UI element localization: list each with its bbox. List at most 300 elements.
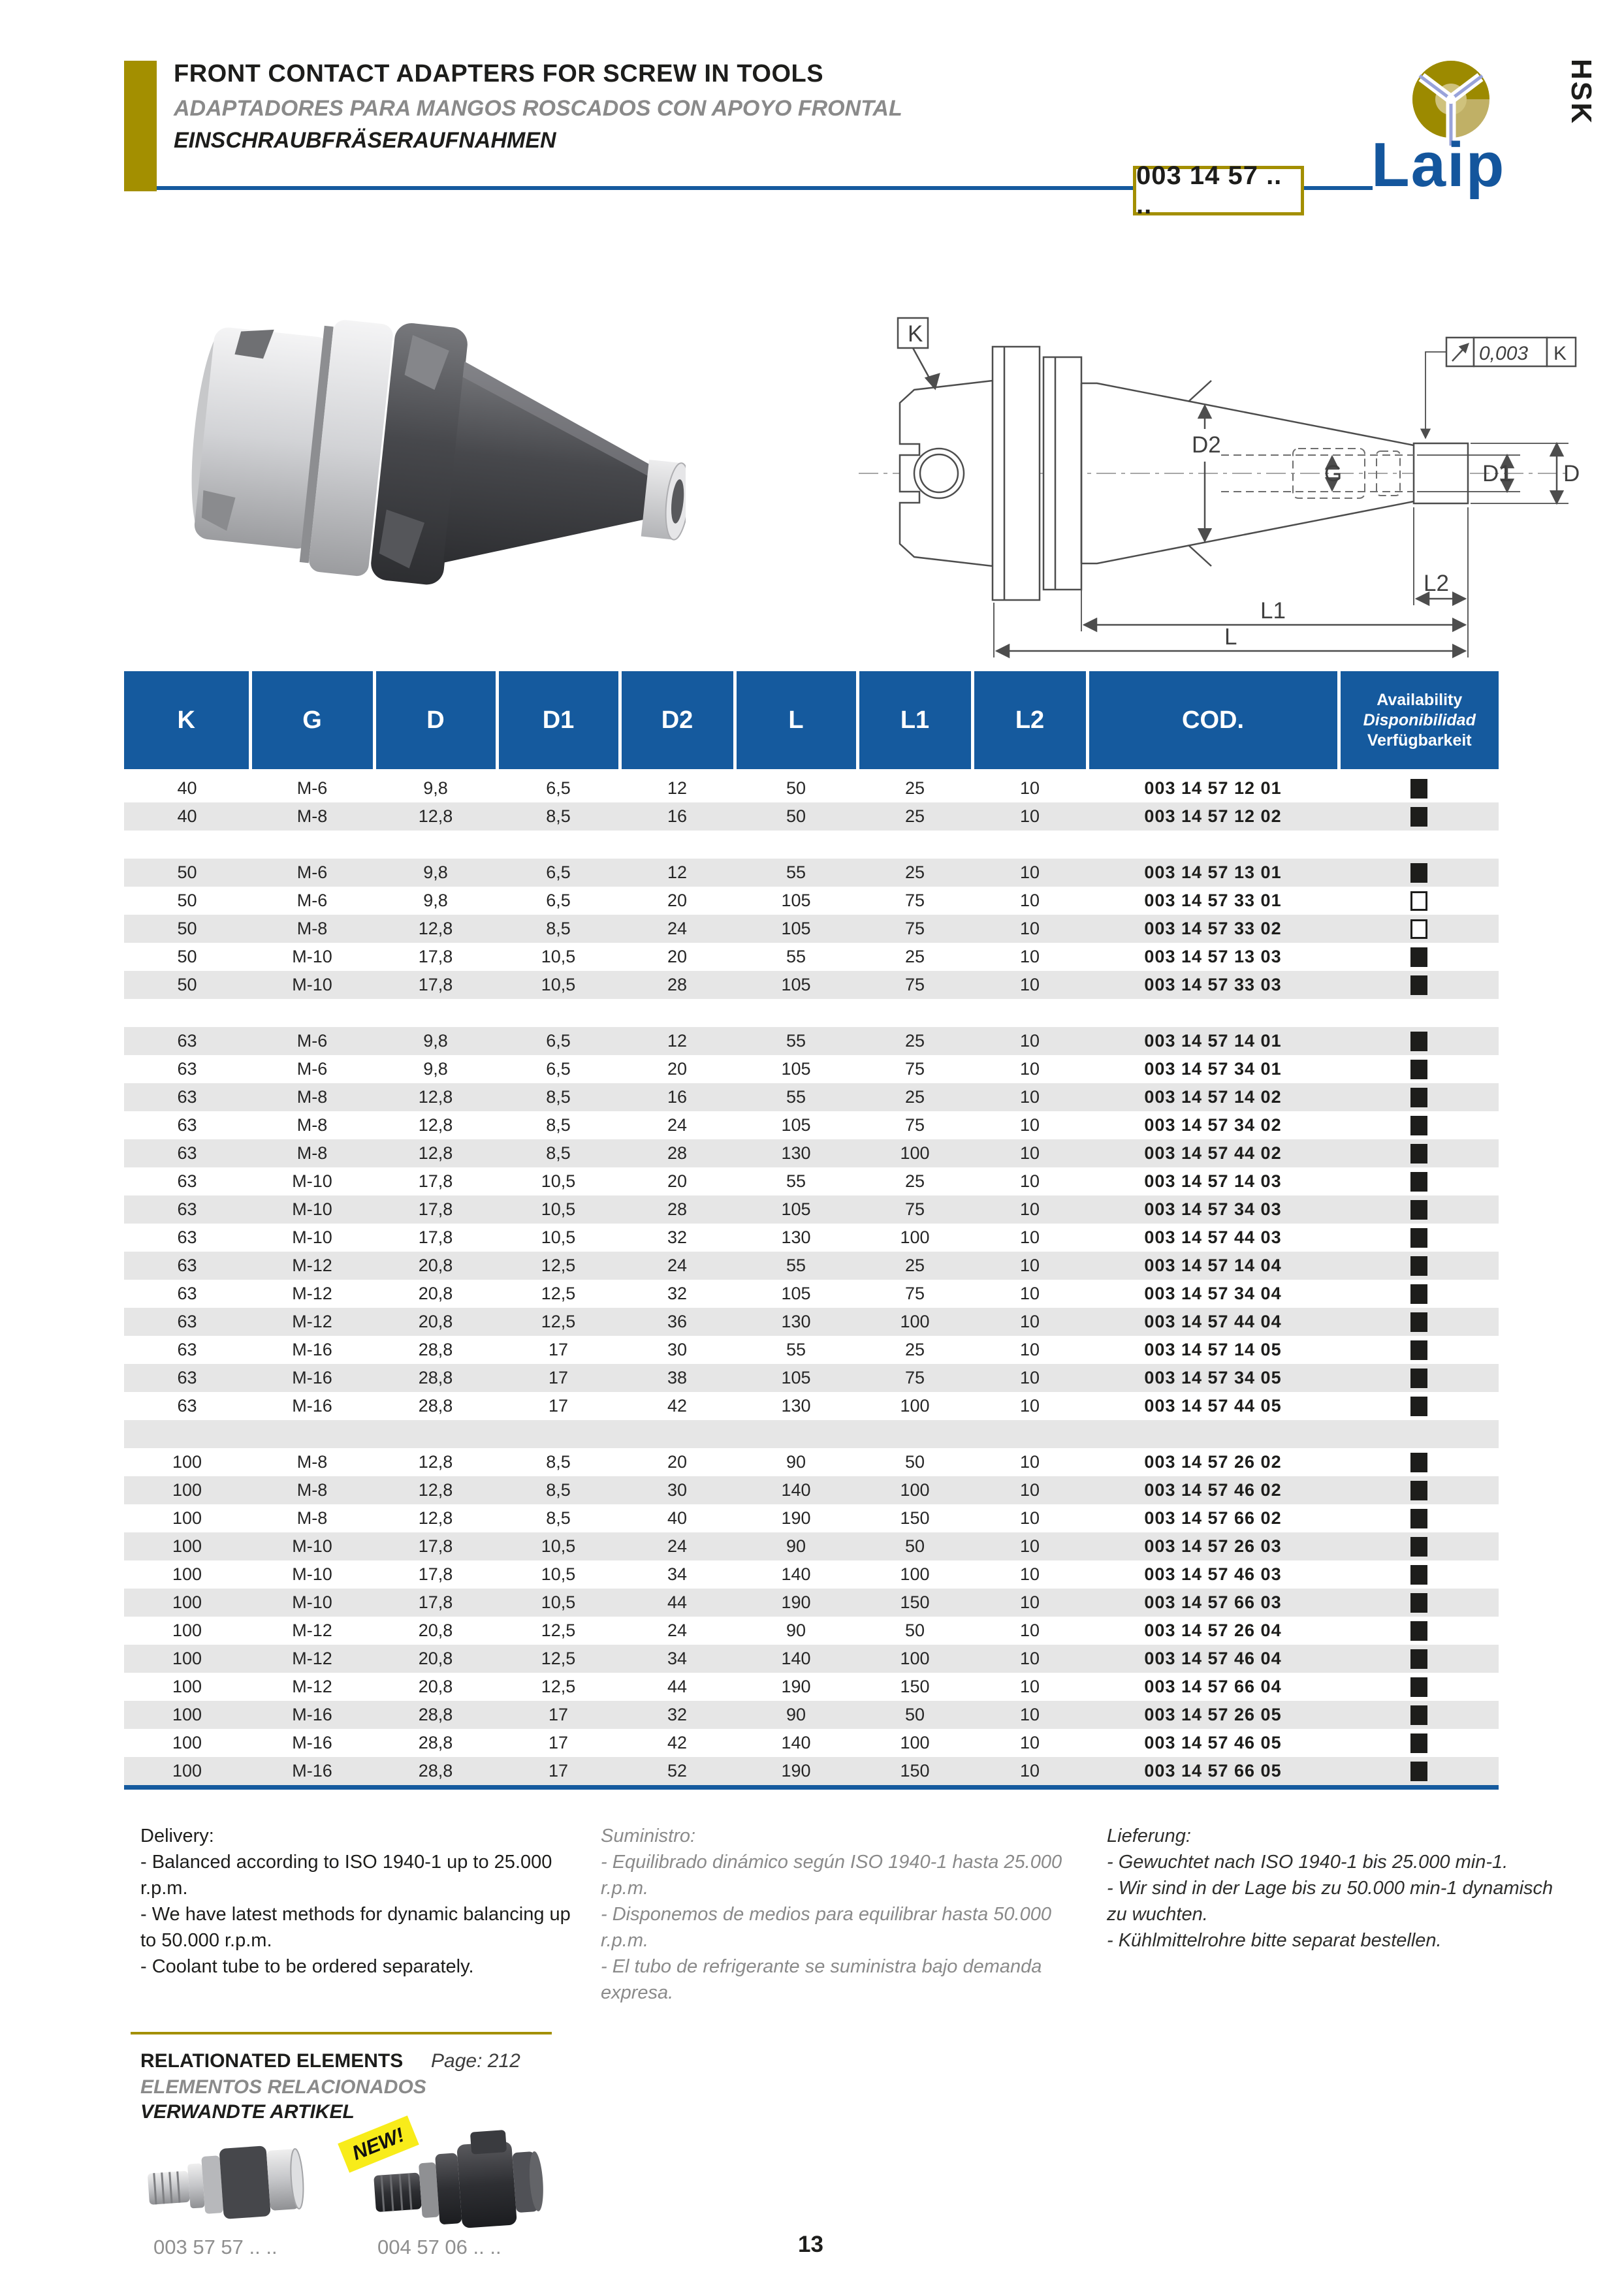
new-badge: NEW! xyxy=(338,2115,419,2172)
cell-k: 50 xyxy=(177,919,197,938)
cell-l: 190 xyxy=(781,1761,811,1781)
cell-k: 100 xyxy=(172,1480,202,1500)
cell-d: 17,8 xyxy=(418,1536,453,1556)
cell-l2: 10 xyxy=(1019,1536,1040,1556)
availability-marker-empty xyxy=(1410,919,1427,939)
cell-cod: 003 14 57 34 05 xyxy=(1144,1368,1282,1387)
cell-k: 50 xyxy=(177,863,197,882)
cell-cod: 003 14 57 33 01 xyxy=(1144,891,1282,910)
cell-d2: 44 xyxy=(667,1677,688,1696)
cell-k: 63 xyxy=(177,1227,197,1247)
cell-d2: 36 xyxy=(667,1312,688,1331)
cell-k: 63 xyxy=(177,1087,197,1107)
cell-d1: 8,5 xyxy=(546,806,571,826)
cell-availability xyxy=(1339,971,1499,999)
availability-marker-filled xyxy=(1410,1509,1427,1528)
cell-cod: 003 14 57 26 04 xyxy=(1144,1621,1282,1640)
cell-k: 50 xyxy=(177,947,197,966)
spacer-cell xyxy=(124,999,1499,1027)
cell-d1: 17 xyxy=(548,1340,569,1359)
cell-l: 90 xyxy=(786,1536,806,1556)
delivery-note-en xyxy=(140,1823,584,1980)
cell-l2: 10 xyxy=(1019,806,1040,826)
cell-cod: 003 14 57 46 03 xyxy=(1144,1564,1282,1584)
cell-l1: 150 xyxy=(900,1677,930,1696)
delivery-note-de-item: - Kühlmittelrohre bitte separat bestellen. xyxy=(1107,1930,1442,1951)
cell-l: 105 xyxy=(781,1115,811,1135)
cell-d: 17,8 xyxy=(418,1564,453,1584)
cell-d1: 8,5 xyxy=(546,1143,571,1163)
related-title-de: VERWANDTE ARTIKEL xyxy=(140,2101,355,2123)
table-bottom-rule xyxy=(124,1785,1499,1790)
cell-l: 55 xyxy=(786,863,806,882)
cell-g: M-12 xyxy=(292,1677,332,1696)
table-row xyxy=(124,1252,1499,1280)
cell-l1: 25 xyxy=(904,863,925,882)
cell-l: 55 xyxy=(786,1256,806,1275)
delivery-note-es-item: - Equilibrado dinámico según ISO 1940-1 hasta 25.000 r.p.m. xyxy=(601,1852,1062,1899)
availability-marker-filled xyxy=(1410,1649,1427,1669)
cell-l: 105 xyxy=(781,891,811,910)
cell-d2: 16 xyxy=(667,1087,688,1107)
cell-k: 100 xyxy=(172,1564,202,1584)
availability-header-es: Disponibilidad xyxy=(1363,710,1476,729)
cell-d2: 16 xyxy=(667,806,688,826)
cell-k: 63 xyxy=(177,1199,197,1219)
cell-l2: 10 xyxy=(1019,1761,1040,1781)
cell-l1: 150 xyxy=(900,1508,930,1528)
cell-l2: 10 xyxy=(1019,1059,1040,1079)
cell-d1: 17 xyxy=(548,1761,569,1781)
cell-l: 55 xyxy=(786,1340,806,1359)
spec-table-body xyxy=(124,772,1499,1785)
cell-g: M-6 xyxy=(296,1059,328,1079)
cell-d: 20,8 xyxy=(418,1677,453,1696)
cell-d2: 24 xyxy=(667,1621,688,1640)
drawing-label-g: G xyxy=(1324,461,1343,486)
cell-l2: 10 xyxy=(1019,1256,1040,1275)
cell-d1: 6,5 xyxy=(546,778,571,798)
cell-d: 17,8 xyxy=(418,947,453,966)
cell-l2: 10 xyxy=(1019,1340,1040,1359)
cell-l2: 10 xyxy=(1019,891,1040,910)
cell-cod: 003 14 57 13 01 xyxy=(1144,863,1282,882)
cell-availability xyxy=(1339,1308,1499,1336)
cell-g: M-10 xyxy=(292,975,332,994)
delivery-note-es-title: Suministro: xyxy=(601,1826,696,1846)
cell-l: 105 xyxy=(781,1368,811,1387)
table-row xyxy=(124,1364,1499,1392)
cell-l: 55 xyxy=(786,1171,806,1191)
cell-d1: 8,5 xyxy=(546,1508,571,1528)
cell-d: 9,8 xyxy=(423,778,448,798)
cell-l1: 100 xyxy=(900,1396,930,1416)
cell-d: 17,8 xyxy=(418,1199,453,1219)
cell-d2: 30 xyxy=(667,1340,688,1359)
availability-marker-filled xyxy=(1410,1481,1427,1500)
cell-d: 28,8 xyxy=(418,1761,453,1781)
drawing-tolerance-value: 0,003 xyxy=(1479,343,1529,364)
availability-marker-filled xyxy=(1410,1256,1427,1276)
cell-l2: 10 xyxy=(1019,1031,1040,1051)
cell-availability xyxy=(1339,1448,1499,1476)
cell-availability xyxy=(1339,1336,1499,1364)
cell-availability xyxy=(1339,943,1499,971)
cell-l2: 10 xyxy=(1019,1564,1040,1584)
cell-g: M-8 xyxy=(296,1480,328,1500)
delivery-note-en-item: - Balanced according to ISO 1940-1 up to 25.000 r.p.m. xyxy=(140,1852,552,1899)
cell-l2: 10 xyxy=(1019,1171,1040,1191)
col-header-cod: COD. xyxy=(1087,671,1339,772)
cell-l: 140 xyxy=(781,1649,811,1668)
cell-d: 9,8 xyxy=(423,1059,448,1079)
cell-availability xyxy=(1339,1729,1499,1757)
cell-l1: 100 xyxy=(900,1227,930,1247)
cell-l1: 25 xyxy=(904,1031,925,1051)
cell-l1: 25 xyxy=(904,1171,925,1191)
availability-marker-filled xyxy=(1410,1762,1427,1781)
cell-cod: 003 14 57 33 02 xyxy=(1144,919,1282,938)
cell-l2: 10 xyxy=(1019,1087,1040,1107)
cell-d2: 40 xyxy=(667,1508,688,1528)
delivery-note-de-title: Lieferung: xyxy=(1107,1826,1191,1846)
cell-d1: 6,5 xyxy=(546,1059,571,1079)
cell-l2: 10 xyxy=(1019,1396,1040,1416)
cell-l: 90 xyxy=(786,1705,806,1724)
table-row xyxy=(124,1167,1499,1195)
cell-d1: 8,5 xyxy=(546,1115,571,1135)
cell-k: 63 xyxy=(177,1115,197,1135)
spacer-cell xyxy=(124,831,1499,859)
cell-d1: 12,5 xyxy=(541,1312,576,1331)
table-header-row xyxy=(124,671,1499,772)
availability-marker-filled xyxy=(1410,1172,1427,1192)
delivery-note-en-item: - We have latest methods for dynamic balancing up to 50.000 r.p.m. xyxy=(140,1904,571,1951)
cell-l1: 25 xyxy=(904,778,925,798)
cell-k: 63 xyxy=(177,1284,197,1303)
availability-header-en: Availability xyxy=(1377,690,1463,709)
col-header-availability xyxy=(1339,671,1499,772)
cell-cod: 003 14 57 66 02 xyxy=(1144,1508,1282,1528)
cell-cod: 003 14 57 14 04 xyxy=(1144,1256,1282,1275)
cell-d: 28,8 xyxy=(418,1368,453,1387)
related-code-2: 004 57 06 .. .. xyxy=(377,2236,502,2258)
series-code-box: 003 14 57 .. .. xyxy=(1133,166,1304,215)
cell-l1: 25 xyxy=(904,1256,925,1275)
cell-k: 63 xyxy=(177,1312,197,1331)
cell-d2: 30 xyxy=(667,1480,688,1500)
delivery-note-es xyxy=(601,1823,1068,2006)
cell-cod: 003 14 57 14 02 xyxy=(1144,1087,1282,1107)
table-row xyxy=(124,1617,1499,1645)
cell-l2: 10 xyxy=(1019,778,1040,798)
cell-cod: 003 14 57 46 02 xyxy=(1144,1480,1282,1500)
cell-l1: 100 xyxy=(900,1312,930,1331)
cell-l: 105 xyxy=(781,1059,811,1079)
cell-d2: 34 xyxy=(667,1564,688,1584)
cell-l1: 50 xyxy=(904,1536,925,1556)
delivery-note-en-item: - Coolant tube to be ordered separately. xyxy=(140,1956,474,1977)
availability-marker-filled xyxy=(1410,947,1427,967)
cell-l1: 75 xyxy=(904,975,925,994)
table-row xyxy=(124,1504,1499,1532)
col-header-k: K xyxy=(124,671,250,772)
cell-g: M-10 xyxy=(292,1592,332,1612)
brand-logo xyxy=(1345,59,1541,209)
cell-k: 100 xyxy=(172,1621,202,1640)
drawing-label-k: K xyxy=(908,321,923,347)
cell-d2: 42 xyxy=(667,1396,688,1416)
cell-k: 100 xyxy=(172,1536,202,1556)
cell-d: 12,8 xyxy=(418,1087,453,1107)
related-product-photo-1 xyxy=(140,2130,323,2234)
cell-d: 12,8 xyxy=(418,1480,453,1500)
cell-d1: 8,5 xyxy=(546,919,571,938)
cell-cod: 003 14 57 14 03 xyxy=(1144,1171,1282,1191)
drawing-label-d2: D2 xyxy=(1192,432,1221,458)
cell-l: 190 xyxy=(781,1508,811,1528)
availability-marker-filled xyxy=(1410,1593,1427,1613)
cell-cod: 003 14 57 66 04 xyxy=(1144,1677,1282,1696)
availability-marker-filled xyxy=(1410,1397,1427,1416)
cell-d1: 8,5 xyxy=(546,1087,571,1107)
cell-availability xyxy=(1339,915,1499,943)
col-header-l: L xyxy=(735,671,857,772)
cell-k: 100 xyxy=(172,1592,202,1612)
table-row xyxy=(124,1392,1499,1420)
cell-d: 9,8 xyxy=(423,863,448,882)
col-header-d: D xyxy=(374,671,497,772)
cell-availability xyxy=(1339,1701,1499,1729)
cell-cod: 003 14 57 44 02 xyxy=(1144,1143,1282,1163)
availability-marker-filled xyxy=(1410,1284,1427,1304)
cell-d2: 28 xyxy=(667,975,688,994)
cell-availability xyxy=(1339,1476,1499,1504)
cell-availability xyxy=(1339,859,1499,887)
table-row xyxy=(124,1083,1499,1111)
cell-l2: 10 xyxy=(1019,1368,1040,1387)
cell-d1: 12,5 xyxy=(541,1284,576,1303)
cell-l1: 75 xyxy=(904,1059,925,1079)
cell-d2: 32 xyxy=(667,1227,688,1247)
cell-d: 12,8 xyxy=(418,919,453,938)
cell-d: 20,8 xyxy=(418,1312,453,1331)
cell-d: 28,8 xyxy=(418,1340,453,1359)
cell-g: M-10 xyxy=(292,1227,332,1247)
cell-d: 12,8 xyxy=(418,806,453,826)
table-row xyxy=(124,1589,1499,1617)
cell-g: M-16 xyxy=(292,1396,332,1416)
cell-d1: 8,5 xyxy=(546,1452,571,1472)
cell-availability xyxy=(1339,802,1499,831)
cell-d1: 10,5 xyxy=(541,1171,576,1191)
availability-marker-filled xyxy=(1410,1032,1427,1051)
col-header-l1: L1 xyxy=(857,671,972,772)
table-row xyxy=(124,772,1499,802)
availability-marker-filled xyxy=(1410,807,1427,827)
cell-l2: 10 xyxy=(1019,975,1040,994)
cell-g: M-16 xyxy=(292,1340,332,1359)
cell-availability xyxy=(1339,1224,1499,1252)
cell-l: 90 xyxy=(786,1452,806,1472)
cell-availability xyxy=(1339,1589,1499,1617)
cell-l: 130 xyxy=(781,1227,811,1247)
cell-l1: 100 xyxy=(900,1143,930,1163)
availability-marker-filled xyxy=(1410,1621,1427,1641)
cell-l: 105 xyxy=(781,919,811,938)
availability-marker-filled xyxy=(1410,1537,1427,1557)
cell-l2: 10 xyxy=(1019,863,1040,882)
cell-l1: 50 xyxy=(904,1452,925,1472)
cell-cod: 003 14 57 46 05 xyxy=(1144,1733,1282,1752)
col-header-d2: D2 xyxy=(620,671,735,772)
cell-d: 9,8 xyxy=(423,1031,448,1051)
table-row xyxy=(124,1336,1499,1364)
cell-d2: 24 xyxy=(667,1256,688,1275)
cell-g: M-8 xyxy=(296,919,328,938)
cell-g: M-12 xyxy=(292,1649,332,1668)
cell-availability xyxy=(1339,1027,1499,1055)
technical-drawing xyxy=(836,284,1593,669)
table-row xyxy=(124,1476,1499,1504)
cell-g: M-12 xyxy=(292,1312,332,1331)
drawing-tolerance-ref: K xyxy=(1553,343,1567,364)
cell-l: 130 xyxy=(781,1396,811,1416)
availability-marker-empty xyxy=(1410,891,1427,911)
cell-d2: 20 xyxy=(667,947,688,966)
cell-d1: 17 xyxy=(548,1733,569,1752)
cell-d2: 20 xyxy=(667,1452,688,1472)
availability-marker-filled xyxy=(1410,863,1427,883)
cell-g: M-16 xyxy=(292,1368,332,1387)
page-number: 13 xyxy=(798,2232,823,2257)
cell-l2: 10 xyxy=(1019,1312,1040,1331)
cell-d1: 12,5 xyxy=(541,1677,576,1696)
cell-l1: 50 xyxy=(904,1705,925,1724)
availability-marker-filled xyxy=(1410,975,1427,995)
cell-cod: 003 14 57 12 02 xyxy=(1144,806,1282,826)
cell-availability xyxy=(1339,1504,1499,1532)
cell-availability xyxy=(1339,1645,1499,1673)
cell-l2: 10 xyxy=(1019,1677,1040,1696)
cell-l2: 10 xyxy=(1019,1733,1040,1752)
cell-l2: 10 xyxy=(1019,1284,1040,1303)
cell-d: 17,8 xyxy=(418,1171,453,1191)
cell-cod: 003 14 57 26 05 xyxy=(1144,1705,1282,1724)
cell-l: 140 xyxy=(781,1733,811,1752)
table-row xyxy=(124,1280,1499,1308)
cell-l2: 10 xyxy=(1019,1115,1040,1135)
drawing-label-l: L xyxy=(1224,624,1237,650)
cell-cod: 003 14 57 13 03 xyxy=(1144,947,1282,966)
cell-d2: 24 xyxy=(667,1115,688,1135)
cell-g: M-10 xyxy=(292,1564,332,1584)
cell-g: M-6 xyxy=(296,778,328,798)
page-title-block xyxy=(174,60,1153,153)
cell-d2: 42 xyxy=(667,1733,688,1752)
cell-g: M-8 xyxy=(296,1115,328,1135)
cell-cod: 003 14 57 44 04 xyxy=(1144,1312,1282,1331)
cell-l: 140 xyxy=(781,1480,811,1500)
cell-availability xyxy=(1339,1055,1499,1083)
cell-d: 12,8 xyxy=(418,1508,453,1528)
cell-availability xyxy=(1339,1167,1499,1195)
cell-l: 55 xyxy=(786,947,806,966)
cell-d1: 12,5 xyxy=(541,1649,576,1668)
cell-cod: 003 14 57 14 05 xyxy=(1144,1340,1282,1359)
cell-l2: 10 xyxy=(1019,1649,1040,1668)
spacer-row xyxy=(124,1420,1499,1448)
cell-l: 50 xyxy=(786,806,806,826)
spacer-row xyxy=(124,831,1499,859)
cell-cod: 003 14 57 66 05 xyxy=(1144,1761,1282,1781)
table-row xyxy=(124,859,1499,887)
availability-marker-filled xyxy=(1410,1453,1427,1472)
cell-availability xyxy=(1339,1560,1499,1589)
product-photo xyxy=(157,297,686,630)
cell-l2: 10 xyxy=(1019,1227,1040,1247)
cell-k: 100 xyxy=(172,1649,202,1668)
cell-d2: 32 xyxy=(667,1705,688,1724)
cell-l1: 25 xyxy=(904,806,925,826)
cell-l1: 75 xyxy=(904,891,925,910)
cell-g: M-10 xyxy=(292,1536,332,1556)
availability-marker-filled xyxy=(1410,1677,1427,1697)
cell-cod: 003 14 57 14 01 xyxy=(1144,1031,1282,1051)
cell-l2: 10 xyxy=(1019,1199,1040,1219)
cell-d2: 28 xyxy=(667,1143,688,1163)
delivery-note-de-item: - Gewuchtet nach ISO 1940-1 bis 25.000 min-1. xyxy=(1107,1852,1508,1873)
related-page-ref: Page: 212 xyxy=(431,2050,520,2072)
cell-d2: 20 xyxy=(667,891,688,910)
cell-d1: 6,5 xyxy=(546,863,571,882)
cell-cod: 003 14 57 34 04 xyxy=(1144,1284,1282,1303)
cell-availability xyxy=(1339,1083,1499,1111)
drawing-label-l1: L1 xyxy=(1260,598,1286,624)
cell-d1: 6,5 xyxy=(546,1031,571,1051)
cell-d2: 52 xyxy=(667,1761,688,1781)
series-tag: HSK xyxy=(1565,59,1597,125)
cell-d2: 34 xyxy=(667,1649,688,1668)
cell-g: M-16 xyxy=(292,1733,332,1752)
cell-d: 12,8 xyxy=(418,1143,453,1163)
cell-d1: 17 xyxy=(548,1368,569,1387)
related-code-1: 003 57 57 .. .. xyxy=(153,2236,278,2258)
cell-cod: 003 14 57 34 02 xyxy=(1144,1115,1282,1135)
delivery-note-de xyxy=(1107,1823,1564,1954)
cell-l: 130 xyxy=(781,1143,811,1163)
page-title: FRONT CONTACT ADAPTERS FOR SCREW IN TOOLS xyxy=(174,60,824,87)
related-title-en: RELATIONATED ELEMENTS xyxy=(140,2050,404,2072)
cell-l: 190 xyxy=(781,1677,811,1696)
cell-d1: 6,5 xyxy=(546,891,571,910)
cell-d: 20,8 xyxy=(418,1649,453,1668)
cell-g: M-16 xyxy=(292,1705,332,1724)
cell-cod: 003 14 57 44 03 xyxy=(1144,1227,1282,1247)
cell-d1: 10,5 xyxy=(541,1536,576,1556)
cell-d: 20,8 xyxy=(418,1256,453,1275)
related-title-es: ELEMENTOS RELACIONADOS xyxy=(140,2076,426,2098)
table-row xyxy=(124,915,1499,943)
drawing-label-l2: L2 xyxy=(1424,571,1449,596)
cell-l2: 10 xyxy=(1019,1452,1040,1472)
delivery-note-en-title: Delivery: xyxy=(140,1826,214,1846)
cell-cod: 003 14 57 26 03 xyxy=(1144,1536,1282,1556)
cell-cod: 003 14 57 34 01 xyxy=(1144,1059,1282,1079)
delivery-note-es-item: - Disponemos de medios para equilibrar hasta 50.000 r.p.m. xyxy=(601,1904,1051,1951)
availability-marker-filled xyxy=(1410,779,1427,799)
table-row xyxy=(124,1645,1499,1673)
